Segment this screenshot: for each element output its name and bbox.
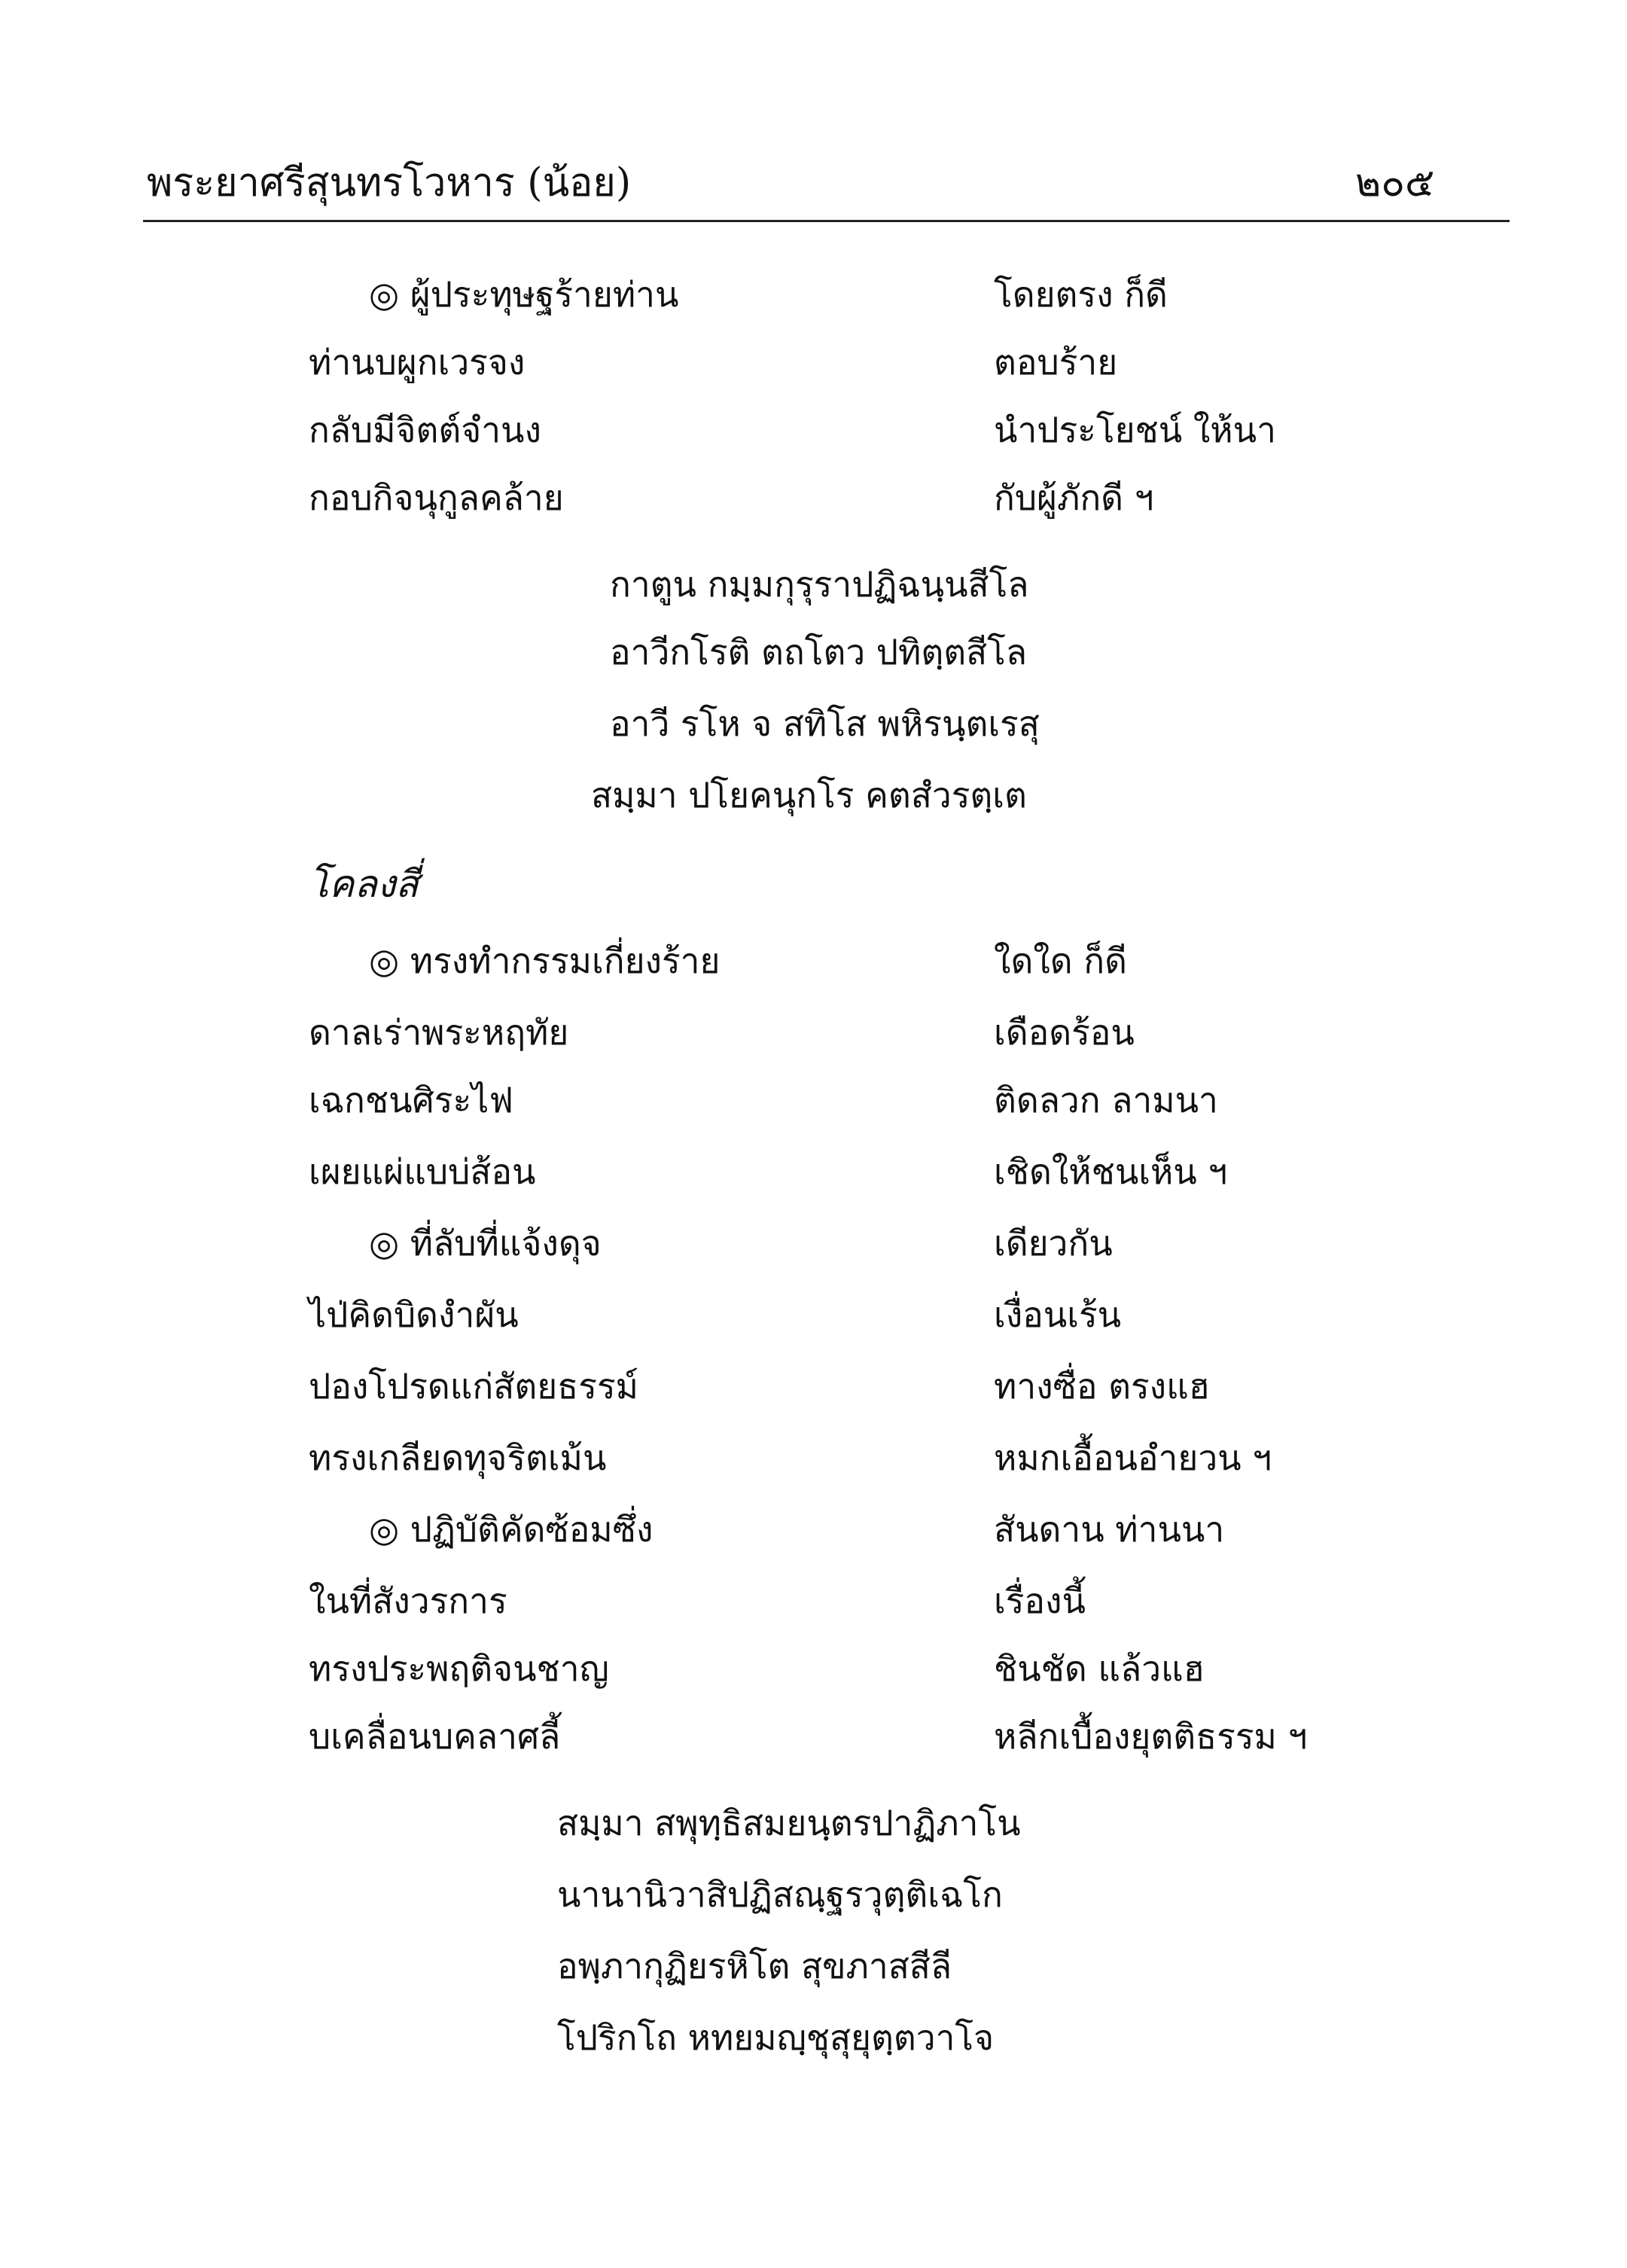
stanza2-line-2-right: เดือดร้อน (994, 1012, 1135, 1053)
stanza4-line-3-left: ทรงประพฤติจนชาญ (309, 1648, 609, 1689)
stanza3-line-3-left: ปองโปรดแก่สัตยธรรม์ (309, 1366, 638, 1407)
stanza1-line-2-right: ตอบร้าย (994, 342, 1118, 383)
pali1-line-3: อาวี รโห จ สทิโส พหิรนฺตเรสุ (610, 703, 1040, 744)
stanza3-line-1-right: เดียวกัน (994, 1223, 1113, 1264)
stanza4-line-2-left: ในที่สังวรการ (309, 1581, 507, 1621)
stanza4-line-1-left: ◎ ปฏิบัติคัดซ้อมซึ่ง (369, 1509, 654, 1550)
stanza4-line-2-right: เรื่องนี้ (994, 1581, 1086, 1621)
stanza4-line-4-left: บเคลื่อนบคลาศลี้ (309, 1716, 561, 1757)
section-title: โคลงสี่ (309, 862, 419, 906)
stanza4-line-1-right: สันดาน ท่านนา (994, 1509, 1225, 1550)
page-number: ๒๐๕ (1355, 160, 1435, 206)
pali2-line-1: สมฺมา สพุทฺธิสมยนฺตรปาฏิภาโน (557, 1803, 1021, 1843)
stanza1-line-4-right: กับผู้ภักดี ฯ (994, 477, 1154, 518)
pali1-line-1: กาตูน กมฺมกุรุราปฏิฉนฺนสีโล (610, 564, 1029, 605)
pali1-line-2: อาวีกโรติ ตถโตว ปทิตฺตสีโล (610, 632, 1028, 672)
stanza4-line-3-right: ชินชัด แล้วแฮ (994, 1648, 1205, 1689)
stanza3-line-4-left: ทรงเกลียดทุจริตเม้น (309, 1437, 607, 1478)
stanza1-line-2-left: ท่านบผูกเวรจง (309, 342, 526, 383)
stanza3-line-3-right: ทางซื่อ ตรงแฮ (994, 1366, 1210, 1407)
pali2-line-4: โปริกโถ หทยมญฺชุสุยุตฺตวาโจ (557, 2017, 995, 2058)
stanza1-line-4-left: กอบกิจนุกูลคล้าย (309, 477, 564, 518)
stanza1-line-3-right: นำประโยชน์ ให้นา (994, 410, 1276, 450)
stanza2-line-3-left: เฉกชนศิระไฟ (309, 1080, 513, 1120)
pali1-line-4: สมฺมา ปโยคนุกโร คตสํวรตฺเต (591, 775, 1027, 815)
page-header-title: พระยาศรีสุนทรโวหาร (น้อย) (147, 160, 632, 206)
stanza4-line-4-right: หลีกเบื้องยุตติธรรม ฯ (994, 1716, 1308, 1757)
stanza2-line-4-left: เผยแผ่แบบ่ส้อน (309, 1151, 536, 1192)
header-divider (143, 220, 1510, 222)
stanza2-line-1-left: ◎ ทรงทำกรรมเกี่ยงร้าย (369, 940, 721, 981)
pali2-line-2: นานานิวาสิปฏิสณฺฐรวุตฺติเฉโก (557, 1874, 1003, 1915)
stanza2-line-4-right: เชิดให้ชนเห็น ฯ (994, 1151, 1228, 1192)
stanza1-line-1-left: ◎ ผู้ประทุษฐร้ายท่าน (369, 274, 679, 315)
stanza2-line-3-right: ติดลวก ลามนา (994, 1080, 1218, 1120)
stanza1-line-3-left: กลับมีจิตต์จำนง (309, 410, 541, 450)
pali2-line-3: อพฺภากุฏิยรหิโต สุขภาสสีลี (557, 1946, 952, 1986)
stanza3-line-4-right: หมกเอื้อนอำยวน ฯ (994, 1437, 1272, 1478)
stanza3-line-2-right: เงื่อนเร้น (994, 1294, 1122, 1335)
stanza3-line-1-left: ◎ ที่ลับที่แจ้งดุจ (369, 1223, 602, 1264)
stanza2-line-1-right: ใดใด ก็ดี (994, 940, 1128, 981)
stanza2-line-2-left: ดาลเร่าพระหฤทัย (309, 1012, 569, 1053)
stanza3-line-2-left: ไป่คิดบิดงำผัน (309, 1294, 519, 1335)
stanza1-line-1-right: โดยตรง ก็ดี (994, 274, 1168, 315)
